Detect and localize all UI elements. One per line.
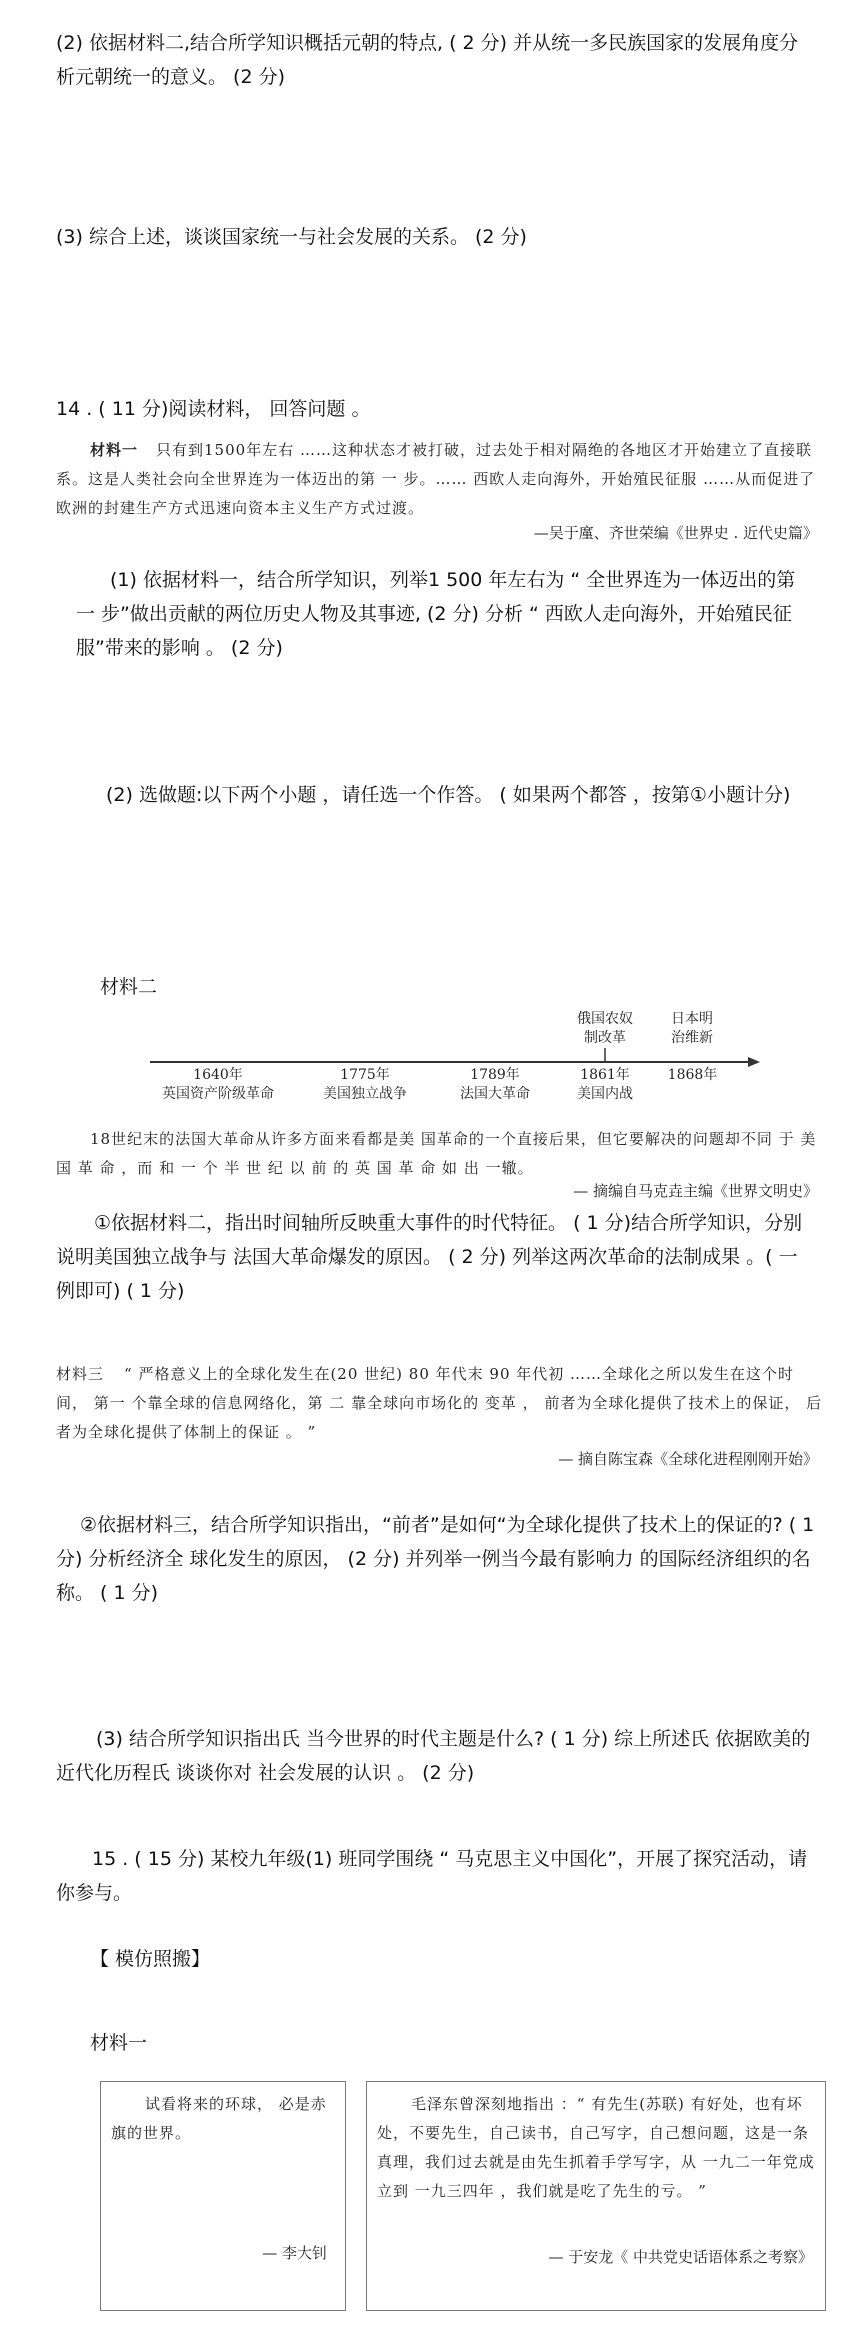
material1-label: 材料一 (90, 441, 139, 459)
timeline-1861: 1861年 美国内战 (577, 1067, 633, 1102)
q15-section-title: 【 模仿照搬】 (90, 1948, 211, 1970)
material2-text: 18世纪末的法国大革命从许多方面来看都是美 国革命的一个直接后果，但它要解决的问题却不同 于 美 国 革 命 ，而 和 一 个 半 世 纪 以 前 的 英 国 革 命 如 出 一辙。 (56, 1130, 817, 1177)
q14-sub1: ①依据材料二，指出时间轴所反映重大事件的时代特征。 ( 1 分)结合所学知识，分别说明美国独立战争与 法国大革命爆发的原因。 ( 2 分) 列举这两次革命的法制成果 。( 一例即可) ( 1 分) (56, 1212, 803, 1302)
material3-label: 材料三 (56, 1365, 105, 1383)
quote-box-li-dazhao (100, 2081, 346, 2311)
timeline-1789: 1789年 法国大革命 (460, 1067, 530, 1102)
quote-mao-source: — 于安龙《 中共党史话语体系之考察》 (548, 2248, 813, 2266)
quote-mao: 毛泽东曾深刻地指出 ：“ 有先生(苏联) 有好处，也有坏处，不要先生，自己读书，自己写字，自己想问题，这是一条真理，我们过去就是由先生抓着手学写字，从 一九二一年党成立到 一九三四年 ，我们就是吃了先生的亏。 ” (377, 2095, 815, 2200)
quote-box-mao (366, 2081, 826, 2311)
q14-part2: (2) 选做题:以下两个小题 ，请任选一个作答。 ( 如果两个都答 ，按第①小题计分) (106, 784, 791, 806)
q13-part2: (2) 依据材料二,结合所学知识概括元朝的特点, ( 2 分) 并从统一多民族国家的发展角度分析元朝统一的意义。 (2 分) (56, 32, 799, 88)
material1-text: 只有到1500年左右 ……这种状态才被打破，过去处于相对隔绝的各地区才开始建立了直接联系。这是人类社会向全世界连为一体迈出的第 一 步。…… 西欧人走向海外，开始殖民征服 ……从而促进了欧洲的封建生产方式迅速向资本主义生产方式过渡。 (56, 441, 816, 517)
timeline-1775: 1775年 美国独立战争 (323, 1067, 407, 1102)
q14-material1 (56, 436, 826, 523)
q14-sub2: ②依据材料三，结合所学知识指出，“前者”是如何“为全球化提供了技术上的保证的? ( 1 分) 分析经济全 球化发生的原因， (2 分) 并列举一例当今最有影响力 的国际经济组织的名称。 ( 1 分) (56, 1514, 815, 1604)
quote-li-dazhao-source: — 李大钊 (262, 2244, 327, 2262)
q14-part3: (3) 结合所学知识指出⽒ 当今世界的时代主题是什么? ( 1 分) 综上所述⽒ 依据欧美的近代化历程⽒ 谈谈你对 社会发展的认识 。 (2 分) (56, 1728, 811, 1784)
material2-source: — 摘编自马克垚主编《世界文明史》 (573, 1182, 818, 1200)
quote-li-dazhao: 试看将来的环球， 必是赤旗的世界。 (111, 2095, 327, 2142)
timeline-event-japan: 日本明 治维新 (671, 1011, 713, 1046)
timeline-1868: 1868年 (667, 1067, 718, 1083)
timeline (0, 1010, 861, 1110)
timeline-1640: 1640年 英国资产阶级革命 (162, 1067, 274, 1102)
material2-label: 材料二 (100, 976, 158, 998)
material1-source: —吴于廑、齐世荣编《世界史 . 近代史篇》 (533, 524, 818, 542)
q13-part3: (3) 综合上述，谈谈国家统一与社会发展的关系。 (2 分) (56, 226, 527, 248)
q14-header: 14 . ( 11 分)阅读材料， 回答问题 。 (56, 398, 371, 420)
timeline-event-russia: 俄国农奴 制改革 (577, 1011, 633, 1046)
q15-material1-label: 材料一 (90, 2032, 148, 2054)
q14-part1: (1) 依据材料一，结合所学知识，列举1 500 年左右为 “ 全世界连为一体迈出的第 一 步”做出贡献的两位历史人物及其事迹, (2 分) 分析 “ 西欧人走向海外，开始殖民征服”带来的影响 。 (2 分) (76, 569, 796, 659)
q14-material3 (56, 1360, 826, 1447)
q15-header: 15 . ( 15 分) 某校九年级(1) 班同学围绕 “ 马克思主义中国化”，开展了探究活动，请你参与。 (56, 1848, 808, 1904)
material3-text: “ 严格意义上的全球化发生在(20 世纪) 80 年代末 90 年代初 ……全球化之所以发生在这个时间， 第一 个靠全球的信息网络化，第 二 靠全球向市场化的 变革 ， 前者为全球化提供了技术上的保证， 后者为全球化提供了体制上的保证 。 ” (56, 1365, 823, 1441)
material3-source: — 摘自陈宝森《全球化进程刚刚开始》 (558, 1450, 818, 1468)
